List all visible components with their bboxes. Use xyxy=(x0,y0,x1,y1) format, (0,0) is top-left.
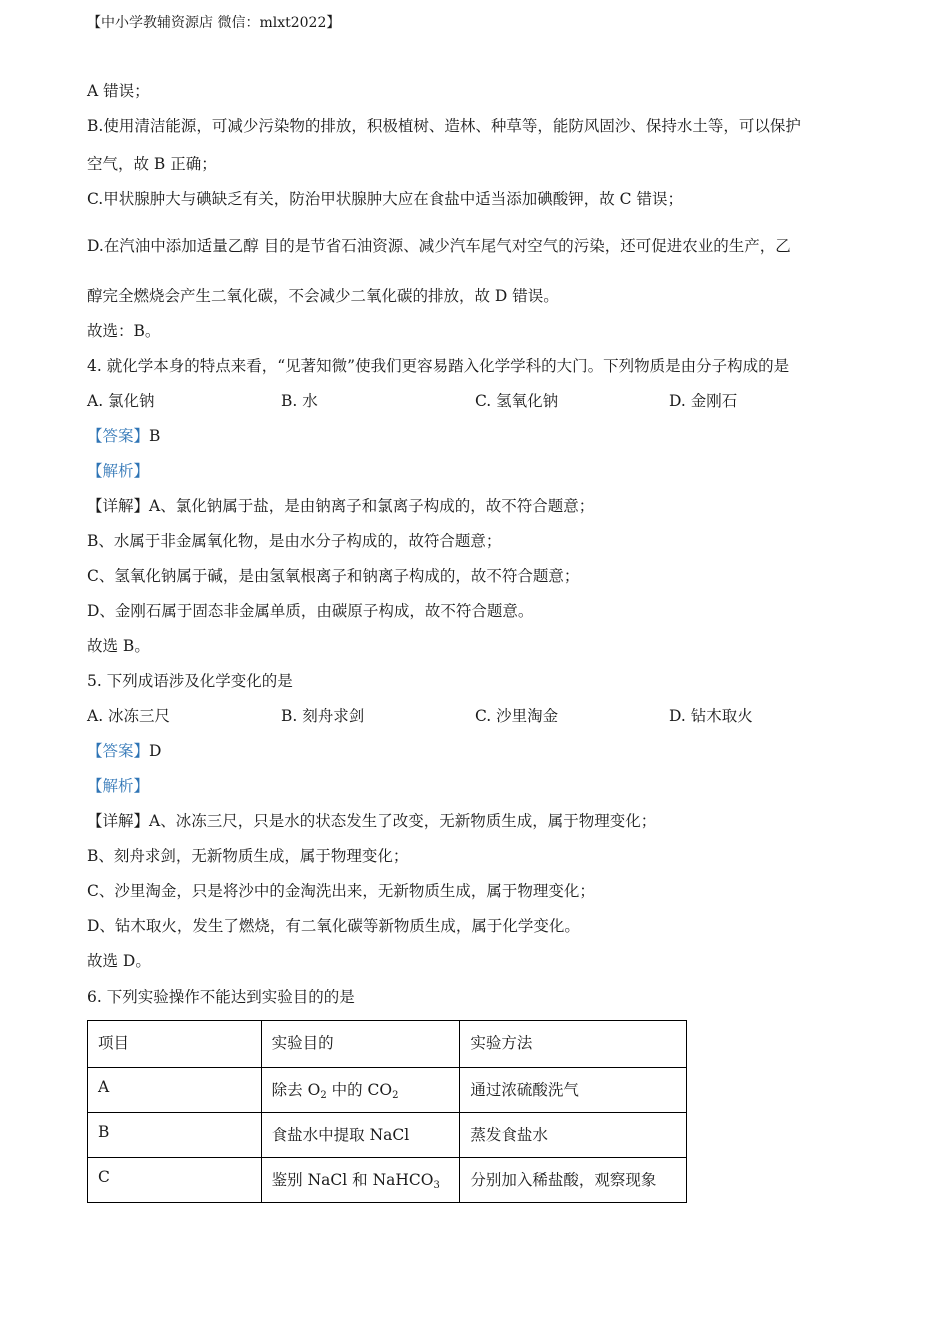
header-purpose: 实验目的 xyxy=(261,1021,460,1068)
q5-detail-a: A、冰冻三尺，只是水的状态发生了改变，无新物质生成，属于物理变化； xyxy=(149,812,657,830)
q4-answer: B xyxy=(149,427,161,445)
row-item: B xyxy=(88,1113,262,1158)
q5-answer: D xyxy=(149,742,162,760)
header-method: 实验方法 xyxy=(460,1021,687,1068)
experiment-table xyxy=(87,1020,687,1203)
prev-selection: 故选：B。 xyxy=(87,322,161,340)
q4-option-a: A. 氯化钠 xyxy=(87,392,155,410)
q4-detail-tag: 【详解】 xyxy=(87,497,150,515)
q5-option-a: A. 冰冻三尺 xyxy=(87,707,171,725)
row-purpose: 食盐水中提取 NaCl xyxy=(261,1113,460,1158)
table-row xyxy=(88,1113,687,1158)
prev-analysis-c: C.甲状腺肿大与碘缺乏有关，防治甲状腺肿大应在食盐中适当添加碘酸钾，故 C 错误； xyxy=(87,190,683,208)
q4-option-b: B. 水 xyxy=(281,392,318,410)
row-method: 通过浓硫酸洗气 xyxy=(460,1068,687,1113)
q5-analysis-tag: 【解析】 xyxy=(87,777,150,795)
q5-stem: 5. 下列成语涉及化学变化的是 xyxy=(87,672,293,690)
q4-detail-d: D、金刚石属于固态非金属单质，由碳原子构成，故不符合题意。 xyxy=(87,602,534,620)
row-purpose xyxy=(261,1068,460,1113)
q5-detail-1 xyxy=(87,811,656,831)
prev-analysis-b-line2: 空气，故 B 正确； xyxy=(87,155,217,173)
prev-analysis-d-line1: D.在汽油中添加适量乙醇 目的是节省石油资源、减少汽车尾气对空气的污染，还可促进农业的生产，乙 xyxy=(87,237,791,255)
q5-option-c: C. 沙里淘金 xyxy=(475,707,559,725)
subscript: 3 xyxy=(433,1180,440,1191)
table-row xyxy=(88,1158,687,1203)
q4-option-c: C. 氢氧化钠 xyxy=(475,392,559,410)
table-row xyxy=(88,1068,687,1113)
q5-option-b: B. 刻舟求剑 xyxy=(281,707,365,725)
row-item: A xyxy=(88,1068,262,1113)
purpose-text: 鉴别 NaCl 和 NaHCO xyxy=(271,1171,434,1189)
q5-detail-tag: 【详解】 xyxy=(87,812,150,830)
purpose-text: 除去 O xyxy=(271,1081,321,1099)
prev-analysis-b-line1: B.使用清洁能源，可减少污染物的排放，积极植树、造林、种草等，能防风固沙、保持水土等，可以保护 xyxy=(87,117,801,135)
q5-detail-d: D、钻木取火，发生了燃烧，有二氧化碳等新物质生成，属于化学变化。 xyxy=(87,917,580,935)
q4-analysis-tag: 【解析】 xyxy=(87,462,150,480)
q5-answer-line xyxy=(87,741,161,761)
q4-detail-a: A、氯化钠属于盐，是由钠离子和氯离子构成的，故不符合题意； xyxy=(149,497,595,515)
row-item: C xyxy=(88,1158,262,1203)
prev-analysis-a: A 错误； xyxy=(87,82,150,100)
q5-option-d: D. 钻木取火 xyxy=(669,707,753,725)
subscript: 2 xyxy=(320,1090,327,1101)
row-purpose xyxy=(261,1158,460,1203)
q4-stem: 4. 就化学本身的特点来看，“见著知微”使我们更容易踏入化学学科的大门。下列物质是由分子构成的是 xyxy=(87,357,790,375)
q4-detail-1 xyxy=(87,496,594,516)
subscript: 2 xyxy=(392,1090,399,1101)
q5-detail-c: C、沙里淘金，只是将沙中的金淘洗出来，无新物质生成，属于物理变化； xyxy=(87,882,595,900)
q4-answer-tag: 【答案】 xyxy=(87,427,150,445)
q5-detail-b: B、刻舟求剑，无新物质生成，属于物理变化； xyxy=(87,847,409,865)
q5-selection: 故选 D。 xyxy=(87,952,151,970)
q4-answer-line xyxy=(87,426,160,446)
q4-option-d: D. 金刚石 xyxy=(669,392,738,410)
table-header-row xyxy=(88,1021,687,1068)
row-method: 蒸发食盐水 xyxy=(460,1113,687,1158)
q4-selection: 故选 B。 xyxy=(87,637,150,655)
q4-detail-c: C、氢氧化钠属于碱，是由氢氧根离子和钠离子构成的，故不符合题意； xyxy=(87,567,580,585)
q5-answer-tag: 【答案】 xyxy=(87,742,150,760)
page-header: 【中小学教辅资源店 微信：mlxt2022】 xyxy=(87,15,341,31)
prev-analysis-d-line2: 醇完全燃烧会产生二氧化碳，不会减少二氧化碳的排放，故 D 错误。 xyxy=(87,287,559,305)
row-method: 分别加入稀盐酸，观察现象 xyxy=(460,1158,687,1203)
purpose-text: 中的 CO xyxy=(326,1081,393,1099)
q6-stem: 6. 下列实验操作不能达到实验目的的是 xyxy=(87,988,355,1006)
q4-detail-b: B、水属于非金属氧化物，是由水分子构成的，故符合题意； xyxy=(87,532,502,550)
header-item: 项目 xyxy=(88,1021,262,1068)
